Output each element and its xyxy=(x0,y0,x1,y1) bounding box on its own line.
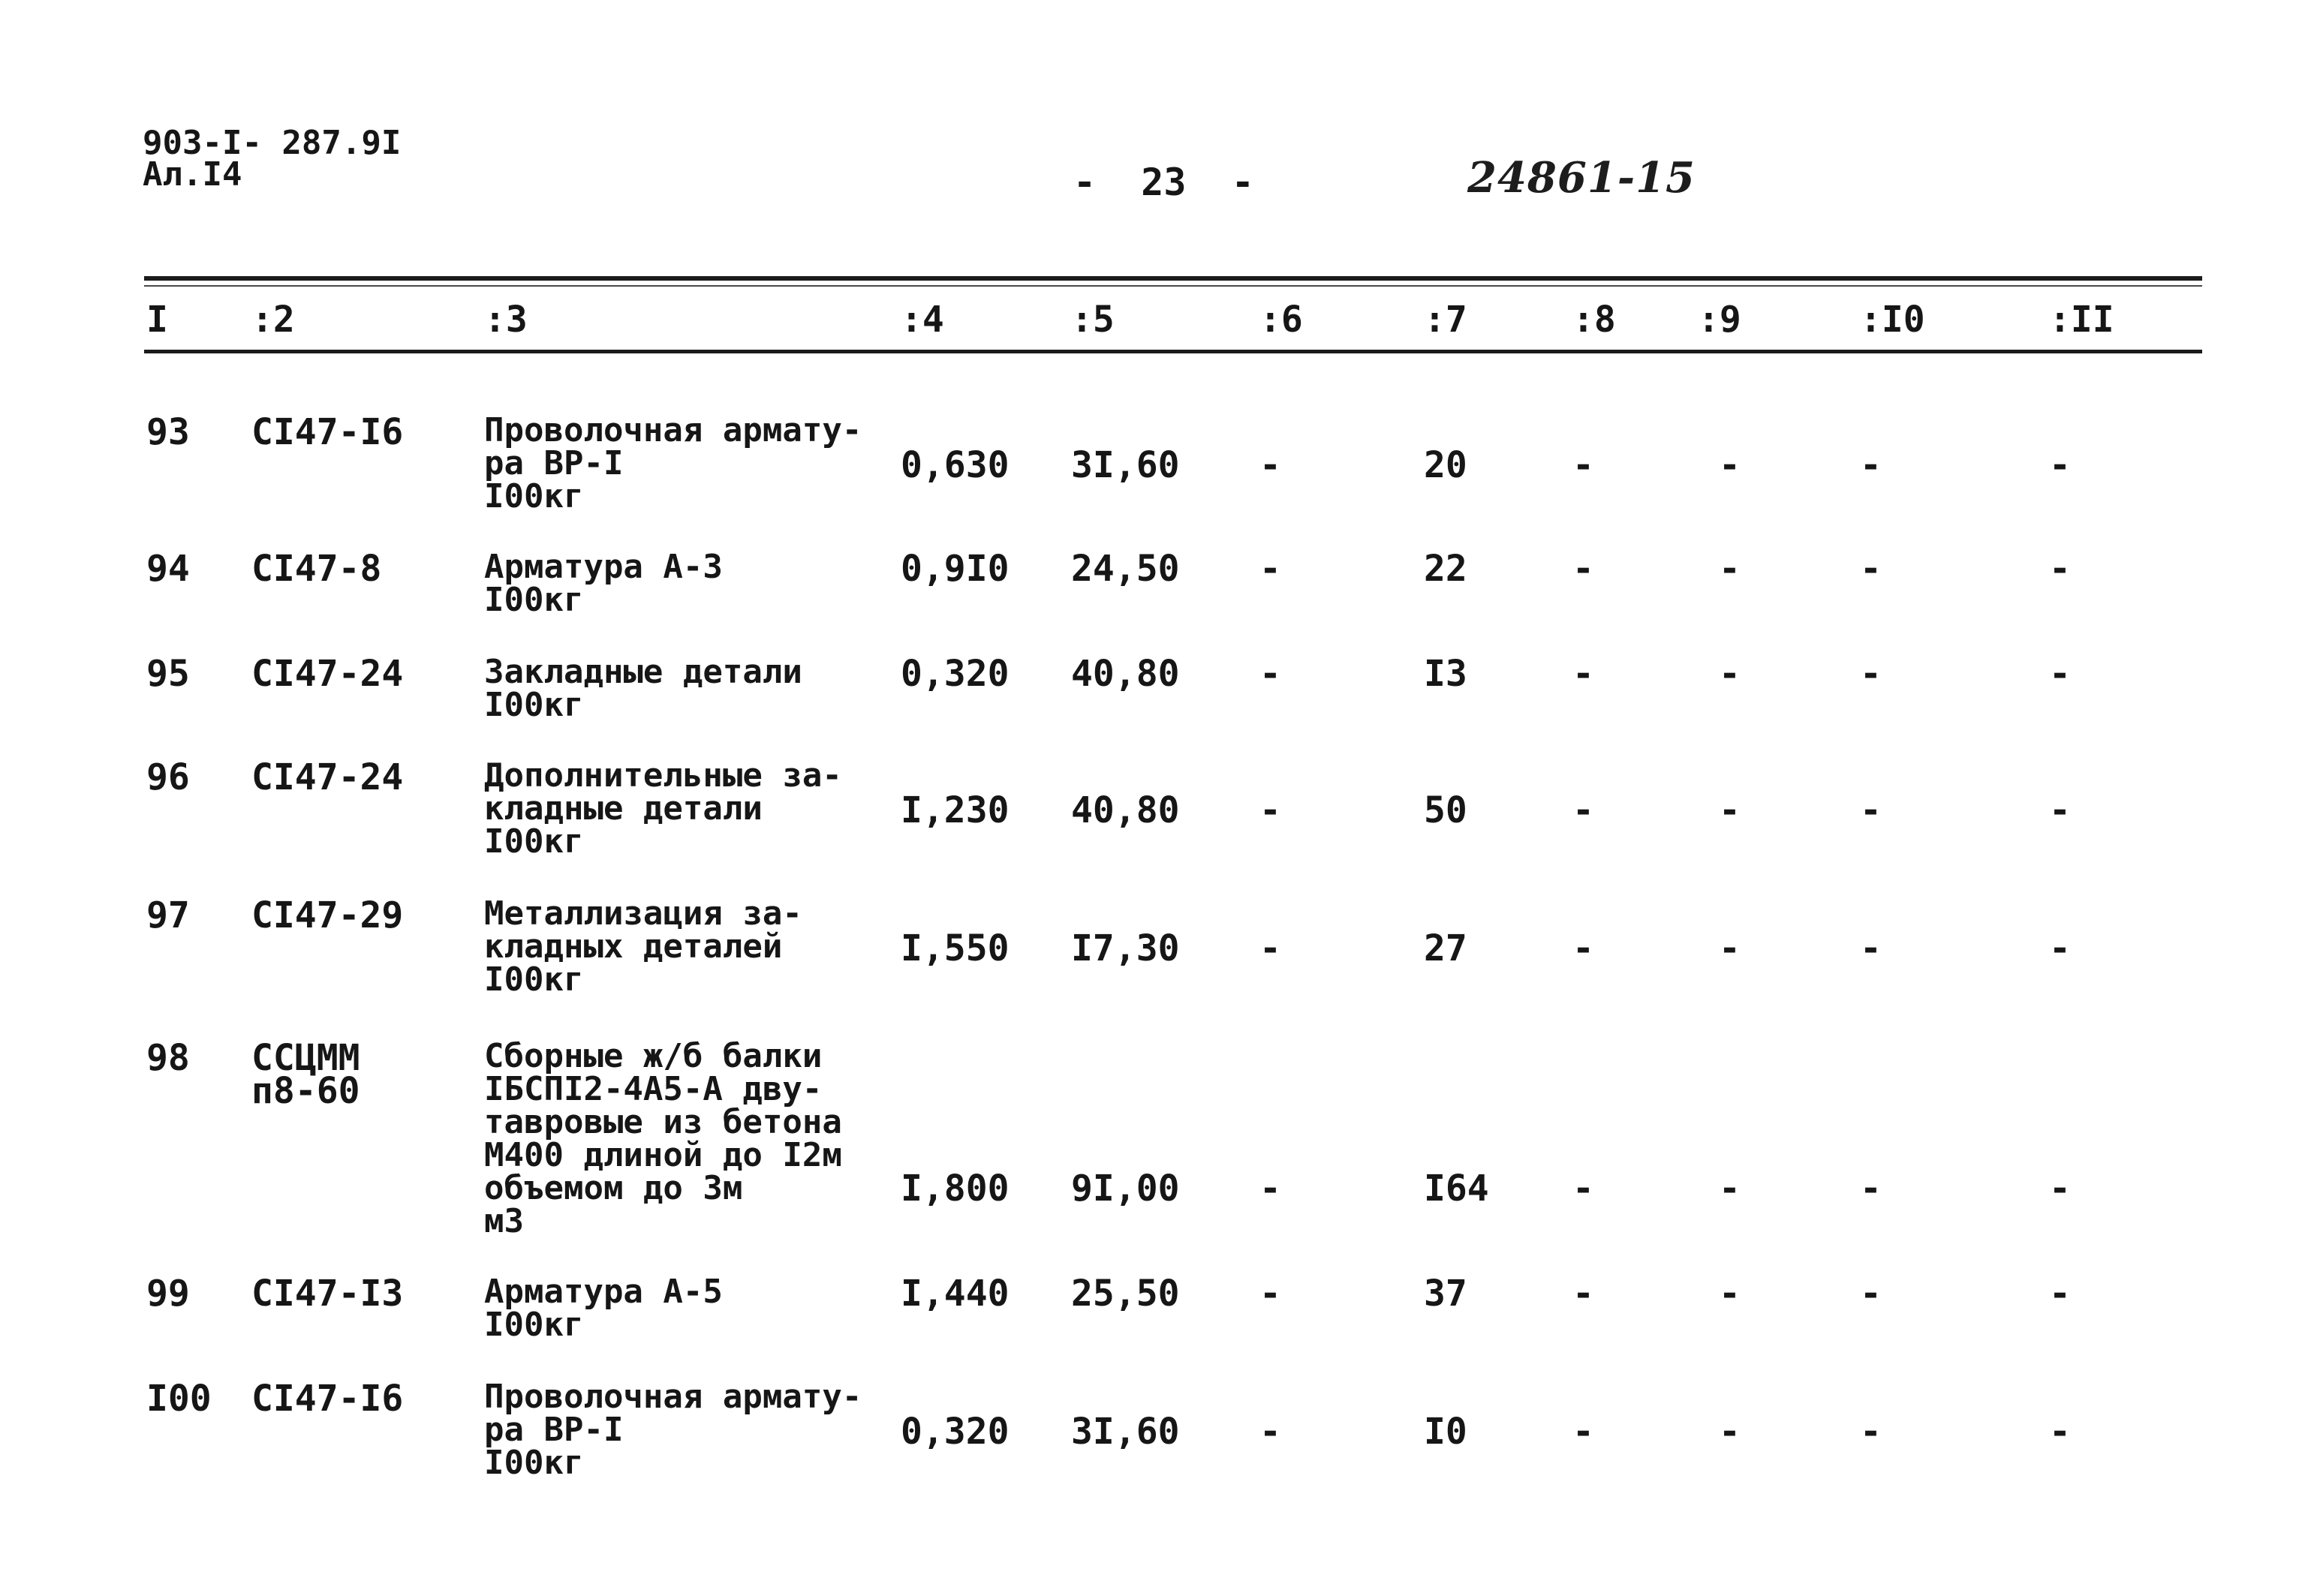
row-col-6: - xyxy=(1259,548,1281,590)
row-col-6: - xyxy=(1259,1411,1281,1453)
row-code: CI47-24 xyxy=(251,756,404,798)
row-col-6: - xyxy=(1259,1273,1281,1315)
row-col-10: - xyxy=(1860,1168,1882,1210)
row-col-9: - xyxy=(1719,548,1741,590)
row-description xyxy=(484,1273,723,1344)
row-description-line: I00кг xyxy=(484,1306,584,1344)
row-description xyxy=(484,1378,862,1482)
row-code: CI47-I3 xyxy=(251,1273,404,1315)
row-col-10: - xyxy=(1860,444,1882,486)
row-col-4: 0,630 xyxy=(901,444,1010,486)
row-col-10: - xyxy=(1860,927,1882,969)
column-header-8: :8 xyxy=(1572,299,1616,341)
table-header-bottom-rule xyxy=(144,350,2202,353)
row-col-9: - xyxy=(1719,927,1741,969)
row-description xyxy=(484,1037,842,1240)
row-col-4: I,800 xyxy=(901,1168,1010,1210)
row-col-5: 40,80 xyxy=(1071,789,1180,831)
column-header-1: I xyxy=(146,299,168,341)
row-description-line: объемом до 3м xyxy=(484,1169,743,1207)
row-col-4: I,440 xyxy=(901,1273,1010,1315)
row-description-line: Сборные ж/б балки xyxy=(484,1037,823,1075)
row-col-4: 0,320 xyxy=(901,653,1010,695)
table-top-rule xyxy=(144,276,2202,281)
row-description xyxy=(484,756,842,861)
row-col-5: 3I,60 xyxy=(1071,444,1180,486)
row-description-line: I00кг xyxy=(484,686,584,724)
row-description xyxy=(484,894,802,999)
row-description-line: Арматура А-5 xyxy=(484,1273,723,1311)
row-description xyxy=(484,411,862,515)
row-col-4: I,230 xyxy=(901,789,1010,831)
row-col-10: - xyxy=(1860,1411,1882,1453)
row-col-7: I64 xyxy=(1424,1168,1489,1210)
handwritten-inventory-number: 24861-15 xyxy=(1467,153,1696,203)
row-col-11: - xyxy=(2049,927,2071,969)
column-header-7: :7 xyxy=(1424,299,1467,341)
row-number: 97 xyxy=(146,894,190,936)
row-col-7: 22 xyxy=(1424,548,1467,590)
column-header-3: :3 xyxy=(484,299,528,341)
row-col-6: - xyxy=(1259,444,1281,486)
row-col-11: - xyxy=(2049,1273,2071,1315)
row-code: п8-60 xyxy=(251,1070,360,1112)
row-col-8: - xyxy=(1572,1411,1594,1453)
row-col-5: 3I,60 xyxy=(1071,1411,1180,1453)
row-col-10: - xyxy=(1860,653,1882,695)
row-col-11: - xyxy=(2049,1168,2071,1210)
row-code: CI47-29 xyxy=(251,894,404,936)
row-description-line: кладные детали xyxy=(484,789,763,828)
row-col-11: - xyxy=(2049,1411,2071,1453)
document-code-line-1: 903-I- 287.9I xyxy=(143,124,402,162)
row-description-line: Проволочная армату- xyxy=(484,411,862,449)
row-col-9: - xyxy=(1719,1411,1741,1453)
table-top-rule-thin xyxy=(144,285,2202,287)
row-col-8: - xyxy=(1572,548,1594,590)
row-col-9: - xyxy=(1719,1168,1741,1210)
row-description-line: Арматура А-3 xyxy=(484,548,723,586)
row-col-8: - xyxy=(1572,1168,1594,1210)
row-col-10: - xyxy=(1860,1273,1882,1315)
row-description xyxy=(484,653,802,724)
row-col-10: - xyxy=(1860,548,1882,590)
row-col-4: 0,320 xyxy=(901,1411,1010,1453)
column-header-2: :2 xyxy=(251,299,295,341)
row-description-line: Закладные детали xyxy=(484,653,802,691)
row-description-line: I00кг xyxy=(484,1444,584,1482)
row-col-5: 25,50 xyxy=(1071,1273,1180,1315)
row-description-line: I00кг xyxy=(484,477,584,515)
row-description xyxy=(484,548,723,619)
row-col-11: - xyxy=(2049,444,2071,486)
row-description-line: I00кг xyxy=(484,960,584,999)
row-col-9: - xyxy=(1719,1273,1741,1315)
row-col-11: - xyxy=(2049,548,2071,590)
row-code: ССЦММ xyxy=(251,1037,360,1079)
row-col-4: 0,9I0 xyxy=(901,548,1010,590)
row-number: 94 xyxy=(146,548,190,590)
row-col-11: - xyxy=(2049,789,2071,831)
row-number: 98 xyxy=(146,1037,190,1079)
row-col-6: - xyxy=(1259,1168,1281,1210)
row-description-line: тавровые из бетона xyxy=(484,1103,842,1141)
row-col-6: - xyxy=(1259,927,1281,969)
row-description-line: ра ВР-I xyxy=(484,1411,624,1449)
column-header-10: :I0 xyxy=(1860,299,1925,341)
row-description-line: IБСПI2-4А5-А дву- xyxy=(484,1070,823,1108)
row-col-9: - xyxy=(1719,653,1741,695)
row-description-line: Проволочная армату- xyxy=(484,1378,862,1416)
document-code-line-2: Ал.I4 xyxy=(143,155,242,194)
row-number: 93 xyxy=(146,411,190,453)
row-col-7: 27 xyxy=(1424,927,1467,969)
row-code: CI47-24 xyxy=(251,653,404,695)
row-col-9: - xyxy=(1719,789,1741,831)
row-col-7: 50 xyxy=(1424,789,1467,831)
row-col-5: 24,50 xyxy=(1071,548,1180,590)
column-header-9: :9 xyxy=(1698,299,1741,341)
row-col-5: 40,80 xyxy=(1071,653,1180,695)
row-code: CI47-I6 xyxy=(251,411,404,453)
row-col-8: - xyxy=(1572,444,1594,486)
row-number: I00 xyxy=(146,1378,212,1420)
row-description-line: Металлизация за- xyxy=(484,894,802,933)
row-number: 99 xyxy=(146,1273,190,1315)
row-description-line: I00кг xyxy=(484,822,584,861)
row-description-line: I00кг xyxy=(484,581,584,619)
row-col-8: - xyxy=(1572,789,1594,831)
row-col-6: - xyxy=(1259,789,1281,831)
row-description-line: м3 xyxy=(484,1202,524,1240)
column-header-11: :II xyxy=(2049,299,2114,341)
row-col-7: I0 xyxy=(1424,1411,1467,1453)
row-col-5: I7,30 xyxy=(1071,927,1180,969)
row-description-line: ра ВР-I xyxy=(484,444,624,482)
page-number: - 23 - xyxy=(1073,161,1254,204)
row-col-11: - xyxy=(2049,653,2071,695)
column-header-4: :4 xyxy=(901,299,944,341)
row-col-8: - xyxy=(1572,653,1594,695)
column-header-6: :6 xyxy=(1259,299,1303,341)
row-col-10: - xyxy=(1860,789,1882,831)
column-header-5: :5 xyxy=(1071,299,1115,341)
row-col-5: 9I,00 xyxy=(1071,1168,1180,1210)
row-col-9: - xyxy=(1719,444,1741,486)
row-col-7: 20 xyxy=(1424,444,1467,486)
row-code: CI47-I6 xyxy=(251,1378,404,1420)
row-description-line: Дополнительные за- xyxy=(484,756,842,795)
row-number: 96 xyxy=(146,756,190,798)
row-col-7: 37 xyxy=(1424,1273,1467,1315)
row-description-line: М400 длиной до I2м xyxy=(484,1136,842,1174)
row-col-8: - xyxy=(1572,927,1594,969)
row-description-line: кладных деталей xyxy=(484,927,783,966)
row-col-4: I,550 xyxy=(901,927,1010,969)
document-code xyxy=(143,124,402,194)
row-col-7: I3 xyxy=(1424,653,1467,695)
row-col-8: - xyxy=(1572,1273,1594,1315)
row-col-6: - xyxy=(1259,653,1281,695)
row-code: CI47-8 xyxy=(251,548,382,590)
row-number: 95 xyxy=(146,653,190,695)
